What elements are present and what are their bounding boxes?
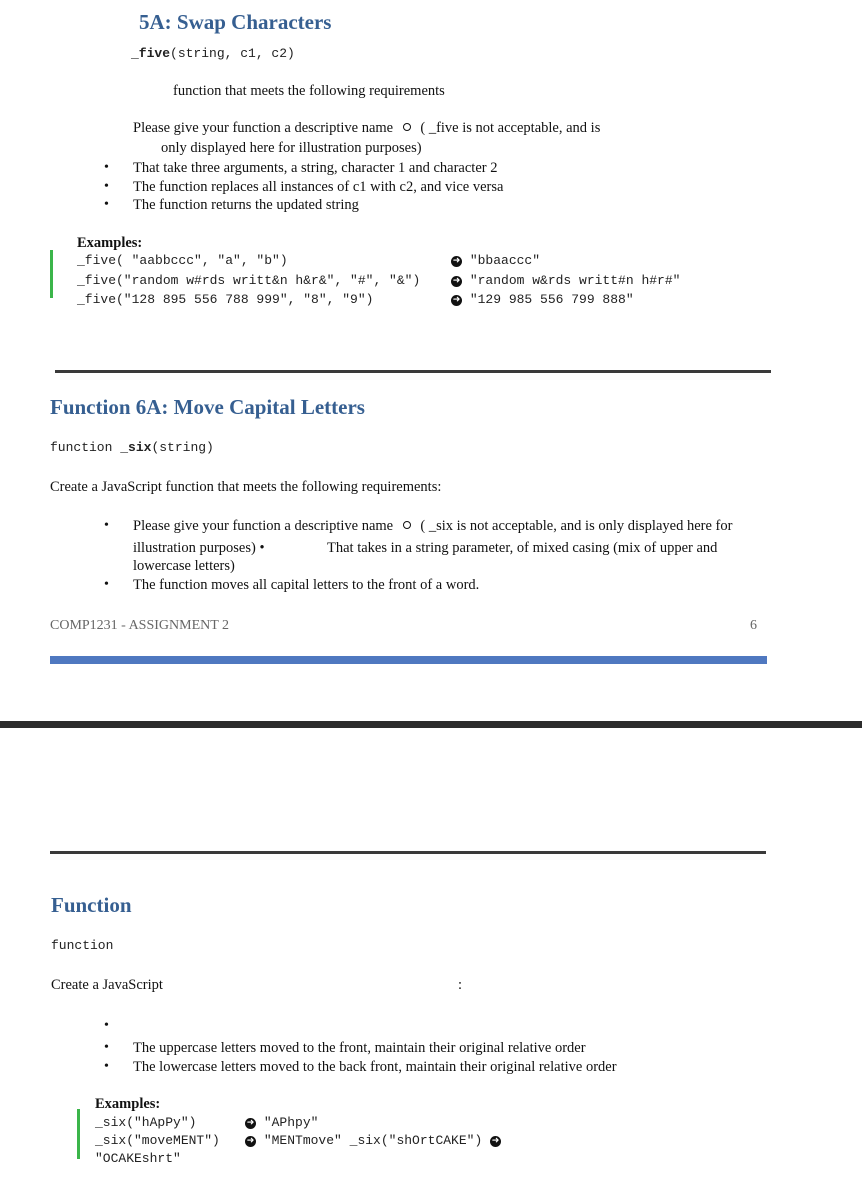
section-7-bullet-2: The lowercase letters moved to the back front, maintain their original relative order: [133, 1059, 617, 1075]
bullet-dot-icon: •: [104, 160, 109, 175]
section-7-signature: function: [51, 938, 114, 953]
page-break: [0, 721, 862, 728]
arrow-bullet-icon: ➜: [452, 295, 461, 305]
signature-keyword: function: [50, 440, 113, 455]
signature-name: _five: [131, 46, 171, 61]
section-5-req-line1c: only displayed here for illustration purposes): [161, 140, 422, 156]
section-divider: [55, 370, 771, 373]
section-6-bullet-1e: lowercase letters): [133, 558, 235, 574]
arrow-bullet-icon: ➜: [452, 276, 461, 286]
section-7-title: Function: [51, 893, 132, 917]
signature-args: (string, c1, c2): [170, 46, 295, 61]
example-bar: [77, 1109, 80, 1159]
example-call-3: _five("128 895 556 788 999", "8", "9"): [77, 292, 374, 307]
result-text: "129 985 556 799 888": [469, 292, 634, 307]
section-5-req-line1: [133, 120, 600, 137]
section-6-bullet-1c: illustration purposes) •: [133, 540, 265, 556]
hollow-circle-icon: [403, 521, 411, 529]
req-text: Please give your function a descriptive name: [133, 120, 394, 136]
hollow-circle-icon: [403, 123, 411, 131]
result-text: "bbaaccc": [469, 253, 541, 268]
section-5-bullet-2: The function replaces all instances of c1 with c2, and vice versa: [133, 179, 504, 195]
footer-course: COMP1231 - ASSIGNMENT 2: [50, 618, 230, 633]
result-text: "random w&rds writt#n h#r#": [469, 273, 681, 288]
example-result-1: [451, 253, 540, 268]
section-6-intro: Create a JavaScript function that meets the following requirements:: [50, 479, 442, 495]
section-divider: [50, 851, 766, 854]
example-result-3: "OCAKEshrt": [95, 1151, 181, 1166]
example-call-1: _five( "aabbccc", "a", "b"): [77, 253, 288, 268]
bullet-dot-icon: •: [104, 1018, 109, 1033]
bullet-dot-icon: •: [104, 1059, 109, 1074]
section-6-bullet-1a: [133, 518, 732, 535]
arrow-bullet-icon: ➜: [452, 256, 461, 266]
section-5-bullet-1: That take three arguments, a string, character 1 and character 2: [133, 160, 498, 176]
footer-page-number: 6: [750, 618, 757, 633]
section-7-colon: :: [458, 977, 463, 993]
example-result-2: [245, 1133, 501, 1148]
section-5-intro: function that meets the following requirements: [173, 83, 445, 99]
example-result-3: [451, 292, 634, 307]
arrow-bullet-icon: ➜: [491, 1136, 500, 1146]
bullet-dot-icon: •: [104, 197, 109, 212]
example-call-2: _five("random w#rds writt&n h&r&", "#", "&"): [77, 273, 421, 288]
bullet-dot-icon: •: [104, 1040, 109, 1055]
example-bar: [50, 250, 53, 298]
section-6-bullet-2: The function moves all capital letters to the front of a word.: [133, 577, 480, 593]
section-5-bullet-3: The function returns the updated string: [133, 197, 359, 213]
bullet-dot-icon: •: [104, 577, 109, 592]
section-7-bullet-1: The uppercase letters moved to the front, maintain their original relative order: [133, 1040, 586, 1056]
result-text: "MENTmove": [263, 1133, 342, 1148]
arrow-bullet-icon: ➜: [246, 1136, 255, 1146]
req-text-b: ( _six is not acceptable, and is only displayed here for: [420, 518, 733, 534]
section-5-title: 5A: Swap Characters: [139, 10, 332, 34]
section-7-examples-label: Examples:: [95, 1096, 161, 1112]
bullet-dot-icon: •: [104, 179, 109, 194]
section-5-examples-label: Examples:: [77, 235, 143, 251]
bullet-dot-icon: •: [104, 518, 109, 533]
section-6-bullet-1d: That takes in a string parameter, of mixed casing (mix of upper and: [327, 540, 718, 556]
section-5-signature: [131, 46, 295, 61]
req-text-b: ( _five is not acceptable, and is: [420, 120, 601, 136]
example-call-2: _six("moveMENT"): [95, 1133, 220, 1148]
signature-args: (string): [151, 440, 214, 455]
example-call-1: _six("hApPy"): [95, 1115, 197, 1130]
arrow-bullet-icon: ➜: [246, 1118, 255, 1128]
example-result-1: [245, 1115, 318, 1130]
example-result-2: [451, 273, 680, 288]
result-text: "APhpy": [263, 1115, 319, 1130]
section-6-signature: [50, 440, 214, 455]
req-text: Please give your function a descriptive name: [133, 518, 394, 534]
signature-name: _six: [120, 440, 152, 455]
footer-bar: [50, 656, 767, 664]
example-call-3: _six("shOrtCAKE"): [349, 1133, 483, 1148]
section-7-intro: Create a JavaScript: [51, 977, 163, 993]
section-6-title: Function 6A: Move Capital Letters: [50, 395, 365, 419]
